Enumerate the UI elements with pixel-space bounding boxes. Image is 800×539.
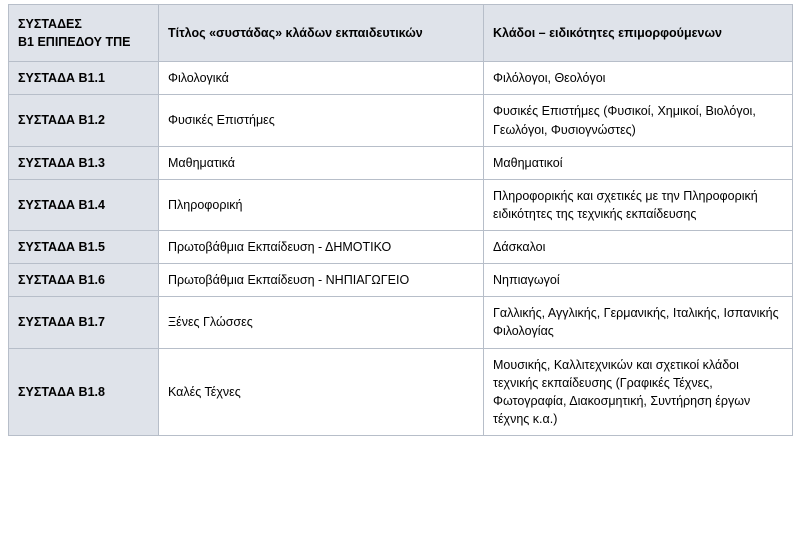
header-clusters-line1: ΣΥΣΤΑΔΕΣ [18,17,82,31]
cluster-title: Πρωτοβάθμια Εκπαίδευση - ΝΗΠΙΑΓΩΓΕΙΟ [159,264,484,297]
cluster-title: Φιλολογικά [159,62,484,95]
table-header-row [9,5,793,62]
clusters-table [8,4,793,436]
cluster-code: ΣΥΣΤΑΔΑ Β1.4 [9,179,159,230]
cluster-code: ΣΥΣΤΑΔΑ Β1.2 [9,95,159,146]
cluster-title: Ξένες Γλώσσες [159,297,484,348]
table-row [9,179,793,230]
cluster-title: Καλές Τέχνες [159,348,484,436]
table-row [9,62,793,95]
header-cell-specialties: Κλάδοι – ειδικότητες επιμορφούμενων [484,5,793,62]
header-clusters-line2: Β1 ΕΠΙΠΕΔΟΥ ΤΠΕ [18,35,131,50]
cluster-specialties: Γαλλικής, Αγγλικής, Γερμανικής, Ιταλικής, Ισπανικής Φιλολογίας [484,297,793,348]
header-cell-clusters [9,5,159,62]
cluster-title: Πρωτοβάθμια Εκπαίδευση - ΔΗΜΟΤΙΚΟ [159,231,484,264]
cluster-specialties: Νηπιαγωγοί [484,264,793,297]
table-row [9,348,793,436]
table-row [9,297,793,348]
table-row [9,146,793,179]
cluster-code: ΣΥΣΤΑΔΑ Β1.5 [9,231,159,264]
cluster-specialties: Δάσκαλοι [484,231,793,264]
table-body [9,5,793,436]
cluster-code: ΣΥΣΤΑΔΑ Β1.1 [9,62,159,95]
cluster-title: Φυσικές Επιστήμες [159,95,484,146]
cluster-specialties: Μουσικής, Καλλιτεχνικών και σχετικοί κλάδοι τεχνικής εκπαίδευσης (Γραφικές Τέχνες, Φωτογραφία, Διακοσμητική, Συντήρηση έργων τέχνης κ.α.) [484,348,793,436]
table-row [9,231,793,264]
cluster-specialties: Μαθηματικοί [484,146,793,179]
cluster-title: Μαθηματικά [159,146,484,179]
cluster-title: Πληροφορική [159,179,484,230]
cluster-code: ΣΥΣΤΑΔΑ Β1.7 [9,297,159,348]
cluster-specialties: Φυσικές Επιστήμες (Φυσικοί, Χημικοί, Βιολόγοι, Γεωλόγοι, Φυσιογνώστες) [484,95,793,146]
table-row [9,95,793,146]
cluster-specialties: Πληροφορικής και σχετικές με την Πληροφορική ειδικότητες της τεχνικής εκπαίδευσης [484,179,793,230]
cluster-code: ΣΥΣΤΑΔΑ Β1.8 [9,348,159,436]
table-row [9,264,793,297]
cluster-specialties: Φιλόλογοι, Θεολόγοι [484,62,793,95]
cluster-code: ΣΥΣΤΑΔΑ Β1.6 [9,264,159,297]
header-cell-title: Τίτλος «συστάδας» κλάδων εκπαιδευτικών [159,5,484,62]
cluster-code: ΣΥΣΤΑΔΑ Β1.3 [9,146,159,179]
